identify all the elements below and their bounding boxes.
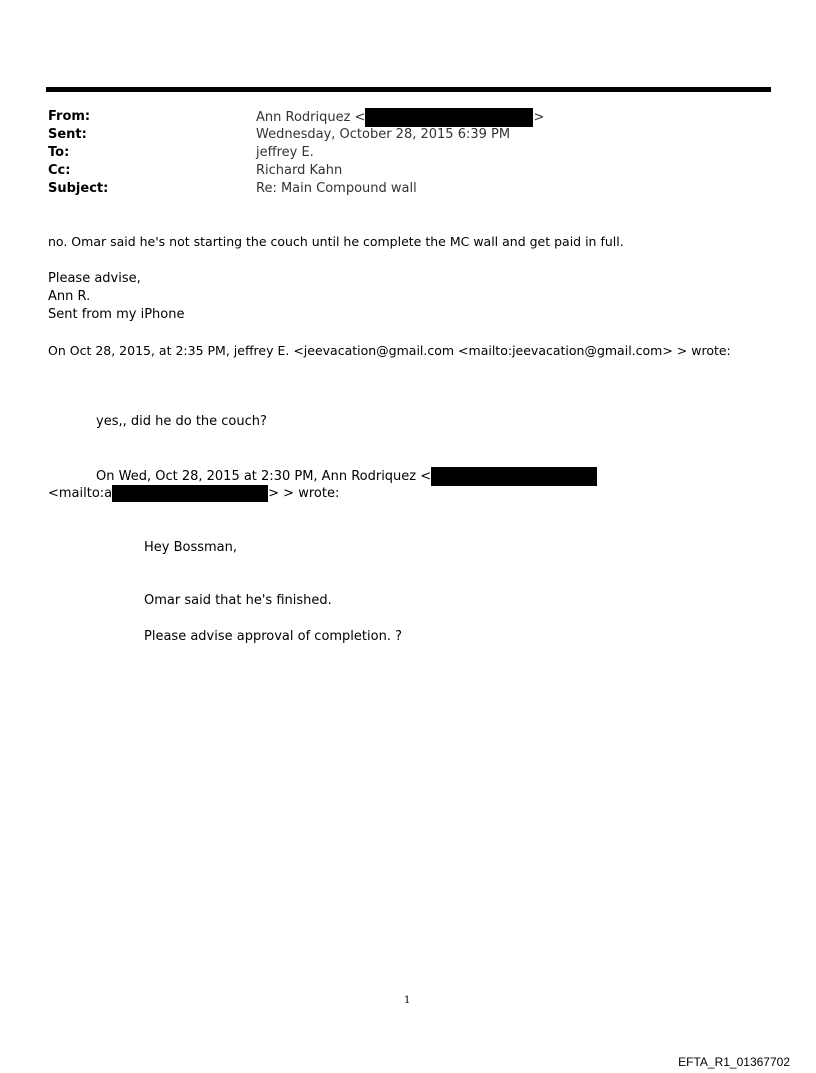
document-id: EFTA_R1_01367702 [678,1055,790,1069]
redaction-from [365,108,533,127]
quote-header-1: On Oct 28, 2015, at 2:35 PM, jeffrey E. <jeevacation@gmail.com <mailto:jeevacation@gmail.com> > wrote: [48,343,731,358]
mailto-prefix: <mailto:a [48,486,113,501]
from-tail: > [533,110,545,125]
body-line-3: Ann R. [48,289,91,304]
redaction-quote-email [431,467,597,486]
quote-header-2-mailto [48,485,339,503]
subject-label: Subject: [48,181,109,196]
sent-value: Wednesday, October 28, 2015 6:39 PM [256,127,511,142]
redaction-mailto [112,485,268,502]
cc-label: Cc: [48,163,71,178]
body-line-2: Please advise, [48,271,141,286]
nested-line-1: Omar said that he's finished. [144,593,332,608]
from-value [256,108,544,127]
nested-greeting: Hey Bossman, [144,540,238,555]
body-line-4: Sent from my iPhone [48,307,185,322]
cc-value: Richard Kahn [256,163,343,178]
quote-header-2-text: On Wed, Oct 28, 2015 at 2:30 PM, Ann Rodriquez < [96,469,432,484]
mailto-suffix: > > wrote: [268,486,340,501]
to-value: jeffrey E. [256,145,314,160]
subject-value: Re: Main Compound wall [256,181,417,196]
page-number: 1 [404,995,411,1006]
quote-header-2 [96,467,597,486]
quoted-reply: yes,, did he do the couch? [96,414,267,429]
body-line-1: no. Omar said he's not starting the couch until he complete the MC wall and get paid in full. [48,234,624,249]
nested-line-2: Please advise approval of completion. ? [144,629,402,644]
top-rule [46,87,771,92]
from-name: Ann Rodriquez < [256,110,366,125]
from-label: From: [48,109,91,124]
to-label: To: [48,145,70,160]
sent-label: Sent: [48,127,87,142]
